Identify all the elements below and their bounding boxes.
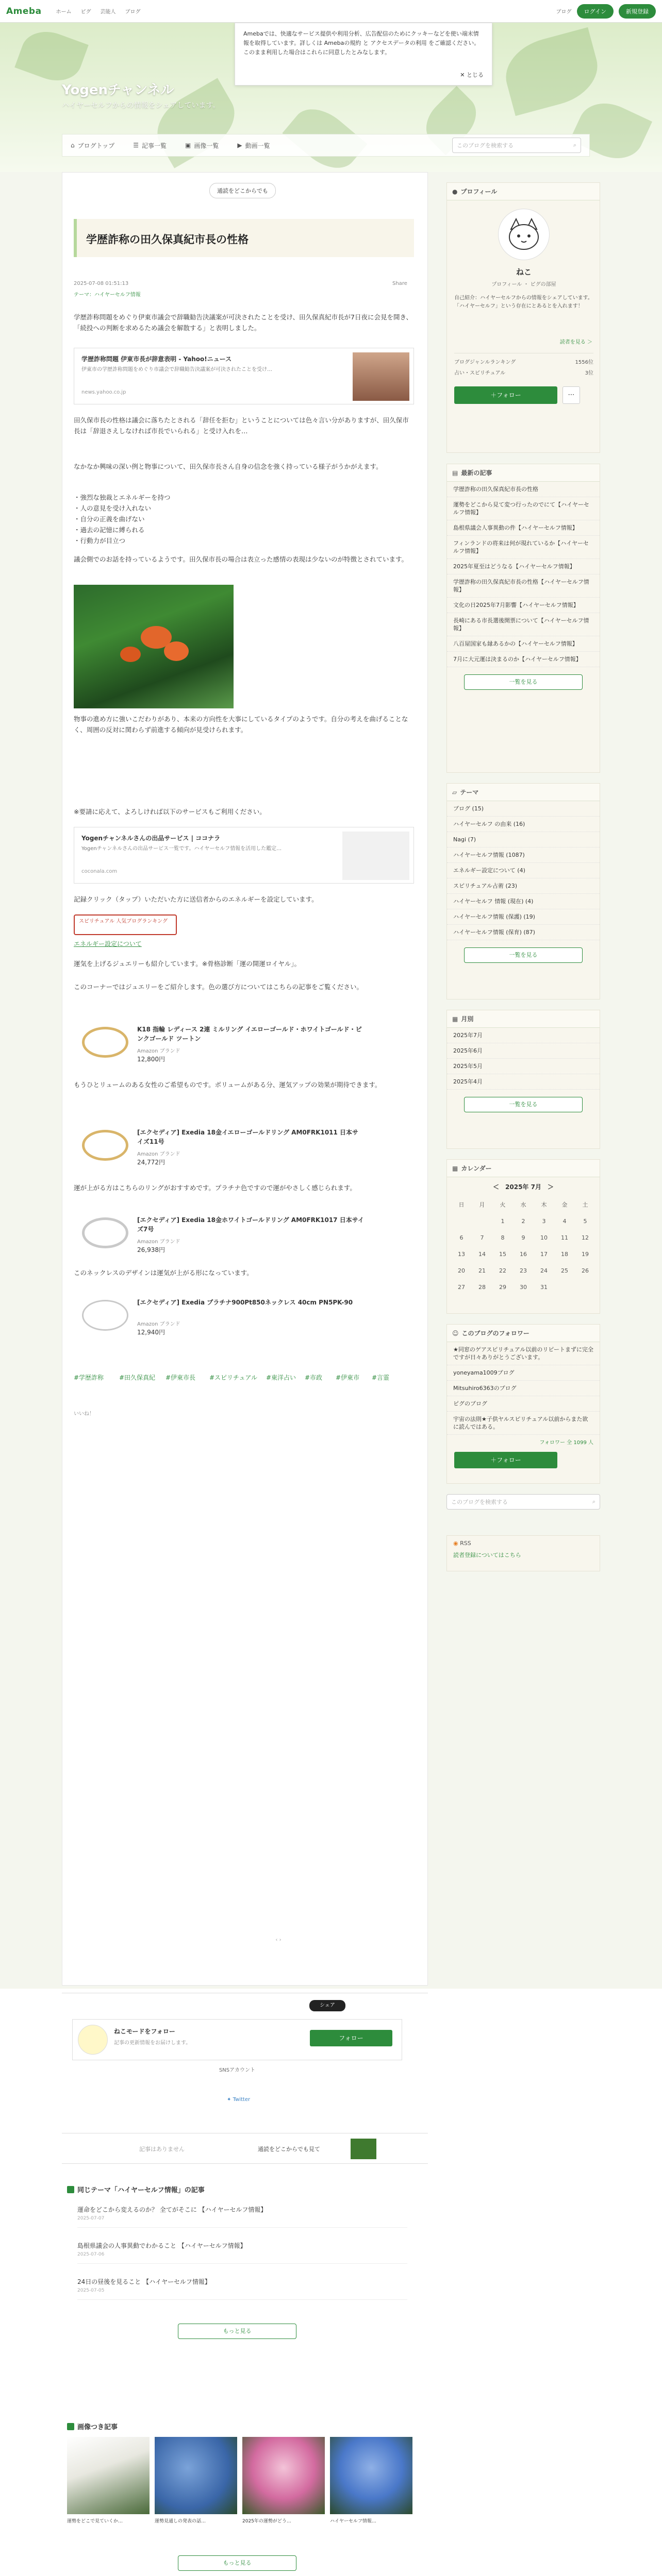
archive-module bbox=[446, 1010, 600, 1149]
nav-entry-list[interactable]: ☰ 記事一覧 bbox=[133, 142, 167, 149]
product-card[interactable] bbox=[73, 1208, 413, 1259]
product-price: 12,940円 bbox=[137, 1329, 165, 1336]
search-icon: ⌕ bbox=[573, 142, 576, 148]
calendar-day: 2 bbox=[521, 1217, 525, 1225]
image-entry-thumbnail[interactable] bbox=[330, 2437, 412, 2514]
image-caption[interactable]: 2025年の運勢がどう… bbox=[242, 2519, 291, 2524]
followers-module bbox=[446, 1324, 600, 1484]
theme-module bbox=[446, 783, 600, 999]
rank-value: 1556位 bbox=[575, 360, 593, 365]
blog-title[interactable]: Yogenチャンネル bbox=[62, 82, 174, 98]
link-card-coconala[interactable] bbox=[74, 827, 414, 884]
nav-image-list[interactable]: ▣ 画像一覧 bbox=[185, 142, 219, 149]
calendar-day: 9 bbox=[521, 1234, 525, 1241]
article-paragraph: 田久保市長の性格は議会に落ちたとされる「辞任を拒む」ということについては色々言い分がありますが、田久保市長は「辞退さえしなければ市長でいられる」と受け入れを… bbox=[74, 416, 409, 435]
follow-card bbox=[72, 2019, 402, 2060]
cookie-banner bbox=[235, 23, 492, 86]
follow-button[interactable]: ＋フォロー bbox=[454, 386, 557, 404]
calendar-day bbox=[554, 1279, 575, 1295]
blog-nav bbox=[62, 134, 590, 157]
calendar-icon: ▦ bbox=[452, 1164, 458, 1172]
product-price: 12,800円 bbox=[137, 1056, 165, 1063]
product-title[interactable]: [エクセディア] Exedia 18金イエローゴールドリング AM0FRK1011 日本サイズ11号 bbox=[137, 1129, 359, 1145]
weekday: 水 bbox=[520, 1201, 526, 1208]
ranking-badge[interactable]: スピリチュアル 人気ブログランキング bbox=[74, 914, 177, 935]
nav-home[interactable]: ホーム bbox=[56, 9, 72, 15]
link-card-thumbnail bbox=[342, 832, 409, 880]
hashtag[interactable]: #田久保真紀 bbox=[119, 1374, 156, 1381]
follow-sub: 記事の更新情報をお届けします。 bbox=[114, 2040, 191, 2046]
list-icon: ☰ bbox=[133, 142, 139, 149]
product-store: Amazon ブランド bbox=[137, 1321, 180, 1327]
share-link[interactable]: Share bbox=[392, 281, 407, 286]
weekday: 日 bbox=[458, 1201, 465, 1208]
recent-header: ▤ 最新の記事 bbox=[447, 464, 600, 482]
calendar-day: 30 bbox=[520, 1283, 527, 1291]
images-more-button[interactable]: もっと見る bbox=[178, 2555, 296, 2571]
bullet-icon bbox=[67, 2186, 74, 2193]
calendar-day: 26 bbox=[582, 1267, 589, 1274]
theme-item[interactable]: スピリチュアル占術 (23) bbox=[447, 878, 600, 894]
sidebar-search bbox=[446, 1494, 600, 1525]
recent-entry[interactable]: 学歴詐称の田久保真紀市長の性格【ハイヤーセルフ情報】 bbox=[447, 574, 600, 598]
calendar-day: 28 bbox=[478, 1283, 486, 1291]
bullet-icon bbox=[67, 2423, 74, 2430]
calendar-day: 29 bbox=[499, 1283, 506, 1291]
related-item[interactable] bbox=[77, 2205, 407, 2228]
calendar-day: 25 bbox=[561, 1267, 568, 1274]
ring-image bbox=[82, 1027, 128, 1058]
calendar-day: 19 bbox=[582, 1250, 589, 1258]
calendar-table bbox=[451, 1196, 595, 1295]
recent-entry[interactable]: 2025年夏至はどうなる【ハイヤーセルフ情報】 bbox=[447, 559, 600, 574]
nav-pigg[interactable]: ピグ bbox=[80, 9, 91, 15]
weekday: 木 bbox=[541, 1201, 547, 1208]
calendar-day: 31 bbox=[540, 1283, 548, 1291]
related-more-button[interactable]: もっと見る bbox=[178, 2324, 296, 2339]
calendar-day: 21 bbox=[478, 1267, 486, 1274]
image-icon: ▣ bbox=[185, 142, 191, 149]
ring-image bbox=[82, 1130, 128, 1161]
recent-entries-module bbox=[446, 464, 600, 773]
theme-item[interactable]: ハイヤーセルフ情報 (1087) bbox=[447, 848, 600, 863]
avatar[interactable] bbox=[498, 209, 550, 260]
related-item-title[interactable]: 運命をどこから変えるのか？ 全てがそこに 【ハイヤーセルフ情報】 bbox=[77, 2206, 267, 2213]
folder-icon: ▱ bbox=[452, 788, 457, 796]
calendar-day: 14 bbox=[478, 1250, 486, 1258]
calendar-day: 27 bbox=[458, 1283, 465, 1291]
page-scroll-hint: ‹ › bbox=[275, 1937, 282, 1943]
image-entry-thumbnail[interactable] bbox=[155, 2437, 237, 2514]
rss-header: ◉ RSS bbox=[453, 1540, 471, 1547]
calendar-day: 17 bbox=[540, 1250, 548, 1258]
link-card-url: coconala.com bbox=[81, 869, 118, 874]
profile-bio: 自己紹介：ハイヤーセルフからの情報をシェアしています。「ハイヤーセルフ」という存在にとあるとを入れます！ bbox=[454, 295, 593, 309]
user-icon: ● bbox=[452, 188, 458, 195]
theme-item[interactable]: Nagi (7) bbox=[447, 832, 600, 848]
rank-label[interactable]: 占い・スピリチュアル bbox=[454, 370, 506, 376]
video-icon: ▶ bbox=[237, 142, 242, 149]
prev-next-nav bbox=[62, 2133, 428, 2164]
like-count[interactable]: いいね！ bbox=[74, 1411, 94, 1417]
top-blog-link[interactable]: ブログ bbox=[556, 9, 572, 15]
product-price: 26,938円 bbox=[137, 1246, 165, 1253]
image-entry-thumbnail[interactable] bbox=[242, 2437, 325, 2514]
article-date: 2025-07-08 01:51:13 bbox=[74, 281, 129, 286]
hashtag[interactable]: #伊東市長 bbox=[166, 1374, 196, 1381]
link-card-desc: 伊東市の学歴詐称問題をめぐり市議会で辞職勧告決議案が可決されたことを受け… bbox=[81, 367, 272, 372]
calendar-day: 4 bbox=[562, 1217, 567, 1225]
next-entry[interactable]: 通読をどこからでも見て bbox=[258, 2146, 320, 2153]
rss-module bbox=[446, 1535, 600, 1571]
bullet-item: ・行動力が目立つ bbox=[74, 537, 126, 545]
calendar-day: 12 bbox=[582, 1234, 589, 1241]
calendar-icon: ▦ bbox=[452, 1015, 458, 1023]
cookie-text: Amebaでは、快適なサービス提供や利用分析、広告配信のためにクッキーなどを使い端末情報を取得しています。詳しくは Amebaの規約 と アクセスデータの利用 をご確認ください。このまま利用した場合はこれらに同意したとみなします。 bbox=[243, 30, 480, 56]
doc-icon: ▤ bbox=[452, 469, 458, 477]
image-entry-thumbnail[interactable] bbox=[67, 2437, 150, 2514]
related-item-date: 2025-07-06 bbox=[77, 2252, 105, 2257]
recent-entry[interactable]: フィンランドの将来は何が現れているか【ハイヤーセルフ情報】 bbox=[447, 536, 600, 559]
cookie-close-button[interactable]: ✕ とじる bbox=[460, 72, 484, 78]
archive-item[interactable]: 2025年4月 bbox=[447, 1074, 600, 1090]
calendar-day: 15 bbox=[499, 1250, 506, 1258]
product-card[interactable] bbox=[73, 1018, 413, 1068]
theme-item[interactable]: ハイヤーセルフ情報 (保育) (87) bbox=[447, 925, 600, 940]
sns-label: SNSアカウント bbox=[219, 2067, 256, 2073]
main-column bbox=[62, 172, 428, 1986]
link-card-url: news.yahoo.co.jp bbox=[81, 389, 126, 395]
follow-title: ねこモードをフォロー bbox=[114, 2028, 175, 2035]
follower-item[interactable]: yoneyama1009ブログ bbox=[447, 1365, 600, 1381]
theme-item[interactable]: エネルギー設定について (4) bbox=[447, 863, 600, 878]
link-card-title: 学歴詐称問題 伊東市長が辞意表明 - Yahoo!ニュース bbox=[81, 355, 232, 363]
follow-button[interactable]: ＋フォロー bbox=[454, 1452, 557, 1468]
image-caption[interactable]: 運勢をどこで見ていくか… bbox=[67, 2519, 123, 2524]
archive-more-button[interactable]: 一覧を見る bbox=[464, 1097, 583, 1112]
bullet-item: ・強烈な独裁とエネルギーを持つ bbox=[74, 494, 171, 501]
theme-item[interactable]: ハイヤーセルフ 情報 (現在) (4) bbox=[447, 894, 600, 909]
recent-entry[interactable]: 運勢をどこから見て変つ行ったのでにて【ハイヤーセルフ情報】 bbox=[447, 497, 600, 520]
people-icon: ☺ bbox=[452, 1329, 459, 1337]
calendar-day: 6 bbox=[459, 1234, 464, 1241]
search-input[interactable]: このブログを検索する ⌕ bbox=[452, 138, 581, 153]
recent-entry[interactable]: 長崎にある市長選後開票について【ハイヤーセルフ情報】 bbox=[447, 613, 600, 636]
follower-item[interactable]: ★同窓のゲアスピリチュアル以前のリピートまずに完全ですが日々ありがとうございます。 bbox=[447, 1342, 600, 1365]
weekday: 金 bbox=[561, 1201, 568, 1208]
blog-subtitle: ハイヤーセルフからの情報をシェアしています。 bbox=[62, 101, 220, 110]
follower-item[interactable]: ピグのブログ bbox=[447, 1396, 600, 1412]
related-item[interactable] bbox=[77, 2241, 407, 2264]
calendar-day: 18 bbox=[561, 1250, 568, 1258]
article-paragraph: このコーナーではジュエリーをご紹介します。色の選び方についてはこちらの記事をご覧ください。 bbox=[74, 983, 363, 991]
product-store: Amazon ブランド bbox=[137, 1239, 180, 1245]
product-card[interactable] bbox=[73, 1121, 413, 1171]
calendar-day: 3 bbox=[542, 1217, 546, 1225]
calendar-day: 10 bbox=[540, 1234, 548, 1241]
leaf-decoration bbox=[14, 24, 89, 89]
followers-more-link[interactable]: フォロワー 全 1099 人 bbox=[539, 1440, 593, 1446]
product-store: Amazon ブランド bbox=[137, 1151, 180, 1157]
calendar-day[interactable]: 8 bbox=[501, 1234, 505, 1241]
link-card-yahoo[interactable] bbox=[74, 348, 414, 404]
follow-avatar[interactable] bbox=[78, 2025, 108, 2055]
product-price: 24,772円 bbox=[137, 1159, 165, 1166]
article-paragraph: もうひとリュームのある女性のご希望ものです。ボリュームがある分、運気アップの効果が期待できます。 bbox=[74, 1081, 382, 1089]
calendar-module bbox=[446, 1159, 600, 1314]
profile-header: ● プロフィール bbox=[447, 183, 600, 200]
related-item-title[interactable]: 島根県議会の人事異動でわかること 【ハイヤーセルフ情報】 bbox=[77, 2242, 246, 2249]
bullet-item: ・自分の正義を曲げない bbox=[74, 515, 145, 523]
followers-header: ☺ このブログのフォロワー bbox=[447, 1325, 600, 1342]
share-button[interactable]: シェア bbox=[309, 2000, 345, 2011]
nav-celebrity[interactable]: 芸能人 bbox=[100, 9, 116, 15]
prev-month-icon[interactable]: ＜ bbox=[493, 1183, 500, 1191]
article-paragraph: 学歴詐称問題をめぐり伊東市議会で辞職勧告決議案が可決されたことを受け、田久保真紀市長が7日夜に会見を開き、「続投への判断を求めるため議会を解散する」と表明しました。 bbox=[74, 313, 412, 332]
related-item-date: 2025-07-07 bbox=[77, 2216, 105, 2221]
calendar-day: 7 bbox=[480, 1234, 484, 1241]
next-month-icon[interactable]: ＞ bbox=[547, 1183, 554, 1191]
lily-flower bbox=[120, 647, 141, 662]
product-store: Amazon ブランド bbox=[137, 1048, 180, 1054]
bullet-item: ・過去の記憶に縛られる bbox=[74, 526, 145, 534]
hashtag[interactable]: #スピリチュアル bbox=[209, 1374, 257, 1381]
calendar-day: 1 bbox=[501, 1217, 505, 1225]
calendar-day: 13 bbox=[458, 1250, 465, 1258]
weekday: 土 bbox=[582, 1201, 588, 1208]
calendar-month: ＜ 2025年 7月 ＞ bbox=[493, 1183, 554, 1191]
nav-blog-top[interactable]: ⌂ ブログトップ bbox=[71, 142, 115, 149]
product-title[interactable]: [エクセディア] Exedia 18金ホワイトゴールドリング AM0FRK1017 日本サイズ7号 bbox=[137, 1216, 364, 1233]
product-title[interactable]: K18 指輪 レディース 2連 ミルリング イエローゴールド・ホワイトゴールド・ピンクゴールド ツートン bbox=[137, 1026, 362, 1042]
calendar-day: 11 bbox=[561, 1234, 568, 1241]
archive-header: ▦ 月別 bbox=[447, 1010, 600, 1028]
follow-button[interactable]: フォロー bbox=[310, 2030, 392, 2046]
article-paragraph: このネックレスのデザインは運気が上がる形になっています。 bbox=[74, 1269, 253, 1277]
register-button[interactable]: 新規登録 bbox=[619, 4, 656, 19]
calendar-day bbox=[451, 1213, 472, 1229]
archive-item[interactable]: 2025年6月 bbox=[447, 1043, 600, 1059]
article-paragraph: 記録クリック（タップ）いただいた方に送信者からのエネルギーを設定しています。 bbox=[74, 895, 318, 903]
image-entries-header: 画像つき記事 bbox=[67, 2421, 118, 2431]
sidebar-search-input[interactable]: このブログを検索する ⌕ bbox=[446, 1494, 600, 1510]
profile-more-link[interactable]: 読者を見る ＞ bbox=[559, 340, 592, 345]
cat-avatar-icon bbox=[506, 216, 542, 252]
lily-photo bbox=[74, 585, 234, 708]
rank-label[interactable]: ブログジャンルランキング bbox=[454, 360, 516, 365]
profile-links[interactable]: プロフィール ・ ピグの部屋 bbox=[491, 282, 556, 287]
more-options-icon[interactable]: ⋯ bbox=[562, 386, 580, 404]
image-caption[interactable]: 運勢見通しの発表の話… bbox=[155, 2519, 206, 2524]
rss-link[interactable]: 読者登録についてはこちら bbox=[453, 1552, 521, 1558]
theme-item[interactable]: ハイヤーセルフ の由来 (16) bbox=[447, 817, 600, 832]
link-card-title: Yogenチャンネルさんの出品サービス | ココナラ bbox=[81, 835, 221, 842]
calendar-day: 5 bbox=[583, 1217, 587, 1225]
product-title[interactable]: [エクセディア] Exedia プラチナ900Pt850ネックレス 40cm PN5PK-90 bbox=[137, 1299, 353, 1306]
profile-name[interactable]: ねこ bbox=[516, 267, 532, 277]
link-card-thumbnail bbox=[353, 352, 409, 401]
top-bar bbox=[0, 0, 662, 23]
recent-more-button[interactable]: 一覧を見る bbox=[464, 674, 583, 690]
prev-entry: 記事はありません bbox=[139, 2146, 185, 2153]
archive-item[interactable]: 2025年7月 bbox=[447, 1028, 600, 1043]
related-item-title[interactable]: 24日の昼後を見ること 【ハイヤーセルフ情報】 bbox=[77, 2278, 211, 2285]
hashtag[interactable]: #言霊 bbox=[372, 1374, 390, 1381]
article-paragraph: 物事の進め方に強いこだわりがあり、本来の方向性を大事にしているタイプのようです。自分の考えを曲げることなく、周囲の反対に関わらず前進する傾向が見受けられます。 bbox=[74, 715, 408, 734]
hashtag[interactable]: #東洋占い bbox=[266, 1374, 296, 1381]
energy-setting-link[interactable]: エネルギー設定について bbox=[74, 940, 142, 947]
hashtag[interactable]: #市政 bbox=[305, 1374, 323, 1381]
necklace-image bbox=[82, 1300, 128, 1331]
weekday: 火 bbox=[500, 1201, 506, 1208]
calendar-day: 24 bbox=[540, 1267, 548, 1274]
article-title: 学歴詐称の田久保真紀市長の性格 bbox=[74, 219, 414, 257]
search-icon: ⌕ bbox=[592, 1498, 595, 1505]
twitter-link[interactable]: ✦ Twitter bbox=[227, 2097, 251, 2103]
calendar-day bbox=[575, 1279, 595, 1295]
weekday: 月 bbox=[479, 1201, 485, 1208]
leaf-decoration bbox=[498, 27, 605, 116]
image-caption[interactable]: ハイヤーセルフ情報… bbox=[330, 2519, 376, 2524]
article-theme[interactable]: テーマ：ハイヤーセルフ情報 bbox=[74, 292, 141, 298]
link-card-desc: Yogenチャンネルさんの出品サービス一覧です。ハイヤーセルフ情報を活用した鑑定… bbox=[81, 846, 282, 852]
calendar-day: 16 bbox=[520, 1250, 527, 1258]
related-item[interactable] bbox=[77, 2277, 407, 2300]
read-from-anywhere-button[interactable]: 通読をどこからでも bbox=[209, 183, 276, 198]
theme-more-button[interactable]: 一覧を見る bbox=[464, 947, 583, 963]
article-paragraph: 運が上がる方はこちらのリングがおすすめです。プラチナ色ですので運がやさしく感じられます。 bbox=[74, 1184, 356, 1192]
next-entry-thumbnail[interactable] bbox=[351, 2139, 376, 2159]
article-paragraph: 運気を上げるジュエリーも紹介しています。※骨格診断「運の開運ロイヤル」。 bbox=[74, 960, 301, 968]
theme-header: ▱ テーマ bbox=[447, 784, 600, 801]
follower-item[interactable]: 宇宙の法則★子供ヤルスピリチュアル以前からまた欲に読んではある。 bbox=[447, 1412, 600, 1435]
rank-value: 3位 bbox=[585, 370, 593, 376]
login-button[interactable]: ログイン bbox=[577, 4, 614, 19]
article-paragraph: 議会側でのお話を持っているようです。田久保市長の場合は表立った感情の表現は少ないのが特徴とされています。 bbox=[74, 555, 408, 563]
article-paragraph: なかなか興味の深い例と物事について、田久保市長さん自身の信念を強く持っている様子がうかがえます。 bbox=[74, 463, 383, 470]
image-entries bbox=[62, 2421, 428, 2576]
nav-blog[interactable]: ブログ bbox=[125, 9, 141, 15]
recent-entry[interactable]: 八百屋国家も縁あるかの【ハイヤーセルフ情報】 bbox=[447, 636, 600, 652]
archive-item[interactable]: 2025年5月 bbox=[447, 1059, 600, 1074]
follower-item[interactable]: Mitsuhiro6363のブログ bbox=[447, 1381, 600, 1396]
ranking-block bbox=[454, 353, 593, 376]
recent-entry[interactable]: 島根県議会人事異動の件【ハイヤーセルフ情報】 bbox=[447, 520, 600, 536]
related-item-date: 2025-07-05 bbox=[77, 2288, 105, 2293]
leaf-decoration bbox=[570, 93, 652, 168]
related-header: 同じテーマ「ハイヤーセルフ情報」の記事 bbox=[67, 2184, 205, 2194]
recent-entry[interactable]: 学歴詐称の田久保真紀市長の性格 bbox=[447, 482, 600, 497]
calendar-header: ▦ カレンダー bbox=[447, 1160, 600, 1177]
calendar-day: 20 bbox=[458, 1267, 465, 1274]
product-card[interactable] bbox=[73, 1291, 413, 1341]
nav-video-list[interactable]: ▶ 動画一覧 bbox=[237, 142, 270, 149]
related-entries bbox=[62, 2184, 428, 2370]
recent-entry[interactable]: 7月に大元運は決まるのか【ハイヤーセルフ情報】 bbox=[447, 652, 600, 667]
follow-section bbox=[62, 1993, 428, 2080]
home-icon: ⌂ bbox=[71, 142, 75, 149]
hashtag[interactable]: #学歴詐称 bbox=[74, 1374, 104, 1381]
rss-icon: ◉ bbox=[453, 1540, 458, 1547]
theme-item[interactable]: ハイヤーセルフ情報 (保護) (19) bbox=[447, 909, 600, 925]
recent-entry[interactable]: 文化の日2025年7月影響【ハイヤーセルフ情報】 bbox=[447, 598, 600, 613]
theme-item[interactable]: ブログ (15) bbox=[447, 801, 600, 817]
profile-module bbox=[446, 182, 600, 453]
lily-flower bbox=[164, 641, 189, 661]
bullet-item: ・人の意見を受け入れない bbox=[74, 504, 152, 512]
ring-image bbox=[82, 1217, 128, 1248]
ameba-logo[interactable]: Ameba bbox=[6, 6, 42, 16]
hashtag[interactable]: #伊東市 bbox=[336, 1374, 360, 1381]
calendar-day bbox=[472, 1213, 492, 1229]
calendar-day: 23 bbox=[520, 1267, 527, 1274]
article-paragraph: ※要請に応えて、よろしければ以下のサービスもご利用ください。 bbox=[74, 808, 266, 816]
calendar-day: 22 bbox=[499, 1267, 506, 1274]
twitter-icon: ✦ bbox=[227, 2097, 231, 2103]
